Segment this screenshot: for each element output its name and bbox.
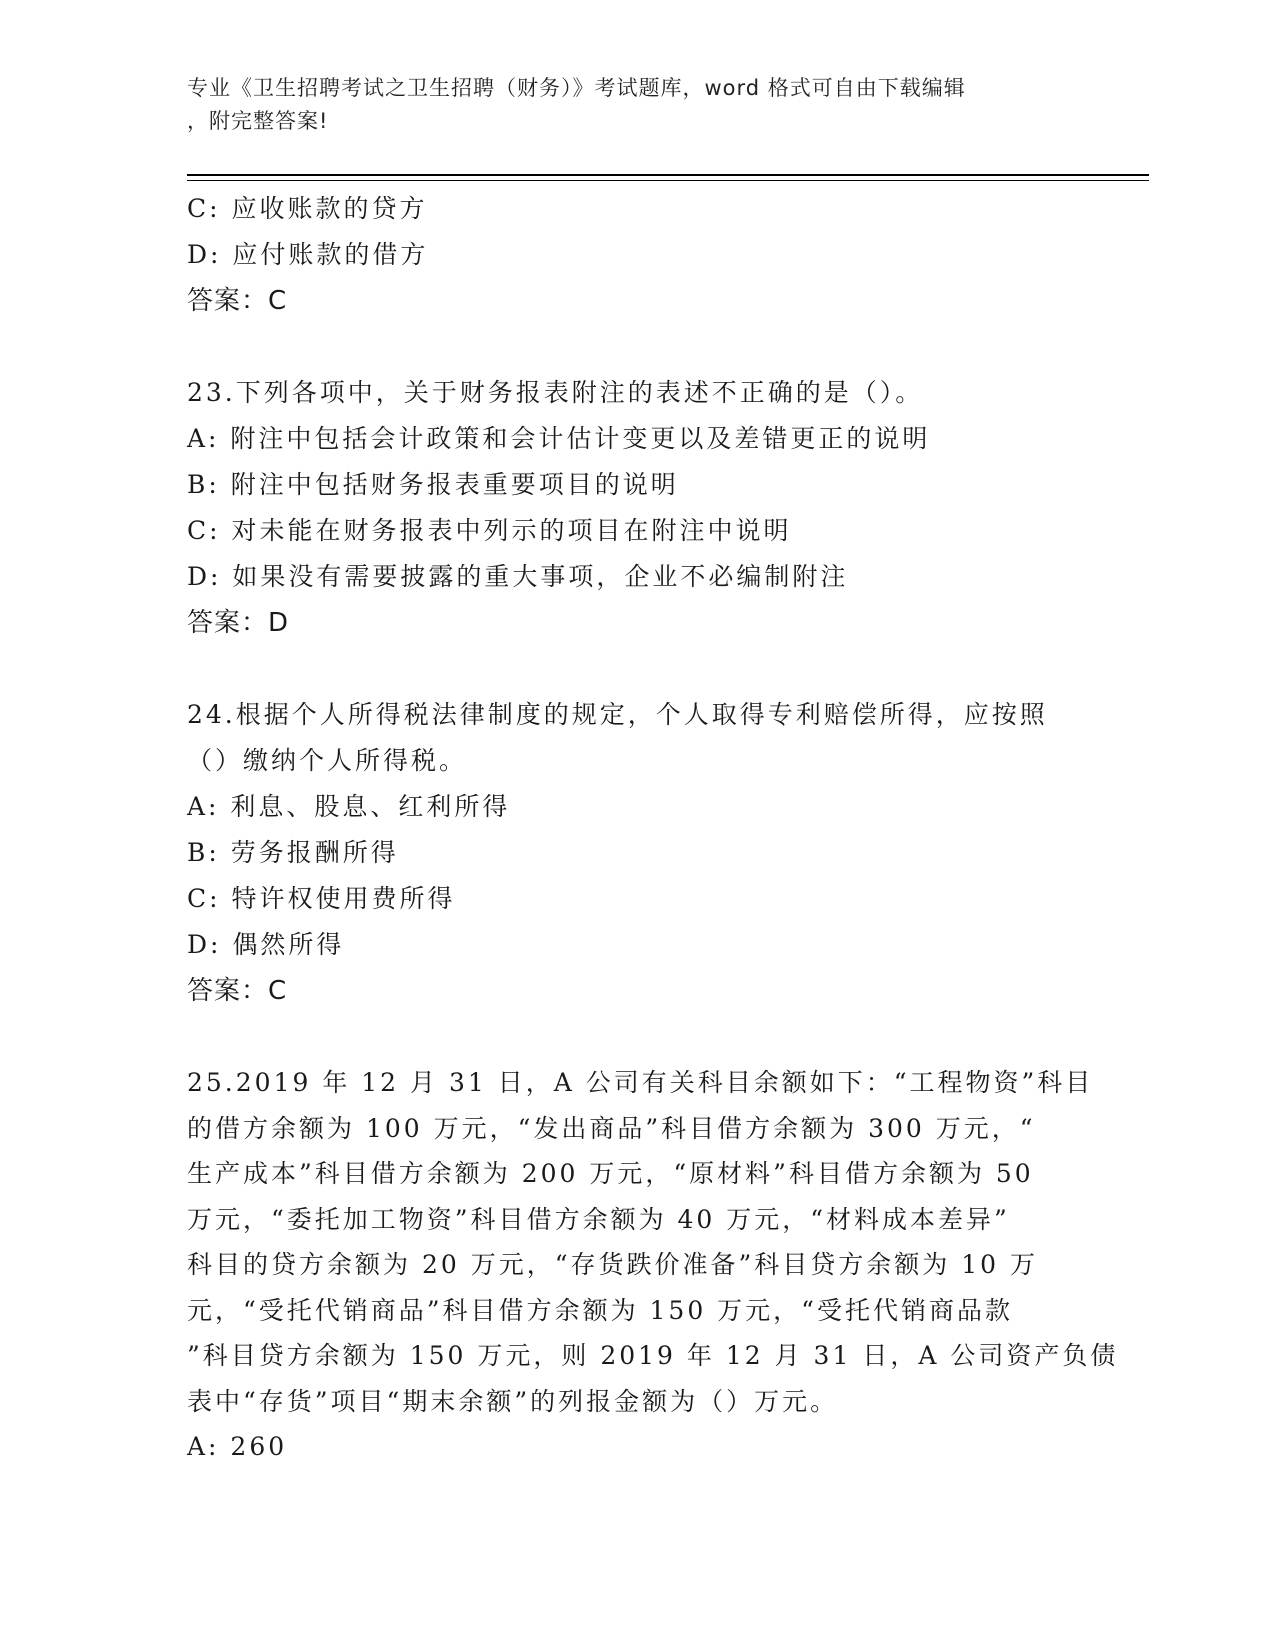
header-line-1: 专业《卫生招聘考试之卫生招聘（财务）》考试题库，word 格式可自由下载编辑 bbox=[187, 76, 966, 100]
prev-option-c: C: 应收账款的贷方 bbox=[187, 194, 428, 223]
page-header bbox=[187, 72, 1067, 138]
question-24 bbox=[187, 692, 1087, 1014]
question-23 bbox=[187, 370, 1087, 646]
question-25 bbox=[187, 1060, 1119, 1470]
header-rule-thick bbox=[187, 174, 1149, 176]
q24-option-b: B: 劳务报酬所得 bbox=[187, 838, 399, 867]
q25-stem-line: 万元，“委托加工物资”科目借方余额为 40 万元，“材料成本差异” bbox=[187, 1204, 1010, 1234]
prev-question-block bbox=[187, 186, 1087, 324]
q23-stem: 23.下列各项中，关于财务报表附注的表述不正确的是（）。 bbox=[187, 378, 924, 407]
q25-stem bbox=[187, 1060, 1119, 1424]
q24-option-c: C: 特许权使用费所得 bbox=[187, 884, 456, 913]
prev-answer: 答案：C bbox=[187, 286, 288, 316]
q25-stem-line: ”科目贷方余额为 150 万元，则 2019 年 12 月 31 日，A 公司资产负债 bbox=[187, 1341, 1119, 1370]
spacer bbox=[187, 646, 1087, 692]
q24-option-d: D: 偶然所得 bbox=[187, 930, 345, 959]
q23-option-b: B: 附注中包括财务报表重要项目的说明 bbox=[187, 470, 679, 499]
q23-option-c: C: 对未能在财务报表中列示的项目在附注中说明 bbox=[187, 516, 792, 545]
q25-stem-line: 表中“存货”项目“期末余额”的列报金额为（）万元。 bbox=[187, 1386, 839, 1416]
q24-stem-line-2: （）缴纳个人所得税。 bbox=[187, 746, 468, 775]
header-line-2: ，附完整答案! bbox=[187, 109, 329, 133]
header-rule-thin bbox=[187, 180, 1149, 181]
q24-stem-line-1: 24.根据个人所得税法律制度的规定，个人取得专利赔偿所得，应按照 bbox=[187, 700, 1048, 729]
spacer bbox=[187, 1014, 1087, 1060]
q24-option-a: A: 利息、股息、红利所得 bbox=[187, 792, 511, 821]
q25-stem-line: 生产成本”科目借方余额为 200 万元，“原材料”科目借方余额为 50 bbox=[187, 1159, 1034, 1188]
q23-option-d: D: 如果没有需要披露的重大事项，企业不必编制附注 bbox=[187, 562, 849, 591]
q25-stem-line: 的借方余额为 100 万元，“发出商品”科目借方余额为 300 万元，“ bbox=[187, 1113, 1036, 1143]
q24-answer: 答案：C bbox=[187, 976, 288, 1006]
q23-answer: 答案：D bbox=[187, 608, 290, 638]
question-content bbox=[187, 186, 1119, 1470]
q25-stem-line: 科目的贷方余额为 20 万元，“存货跌价准备”科目贷方余额为 10 万 bbox=[187, 1250, 1038, 1279]
spacer bbox=[187, 324, 1087, 370]
q25-stem-line: 元，“受托代销商品”科目借方余额为 150 万元，“受托代销商品款 bbox=[187, 1295, 1013, 1325]
q23-option-a: A: 附注中包括会计政策和会计估计变更以及差错更正的说明 bbox=[187, 424, 931, 453]
prev-option-d: D: 应付账款的借方 bbox=[187, 240, 429, 269]
q25-stem-line: 25.2019 年 12 月 31 日，A 公司有关科目余额如下：“工程物资”科目 bbox=[187, 1068, 1094, 1097]
q25-option-a: A: 260 bbox=[187, 1432, 288, 1461]
